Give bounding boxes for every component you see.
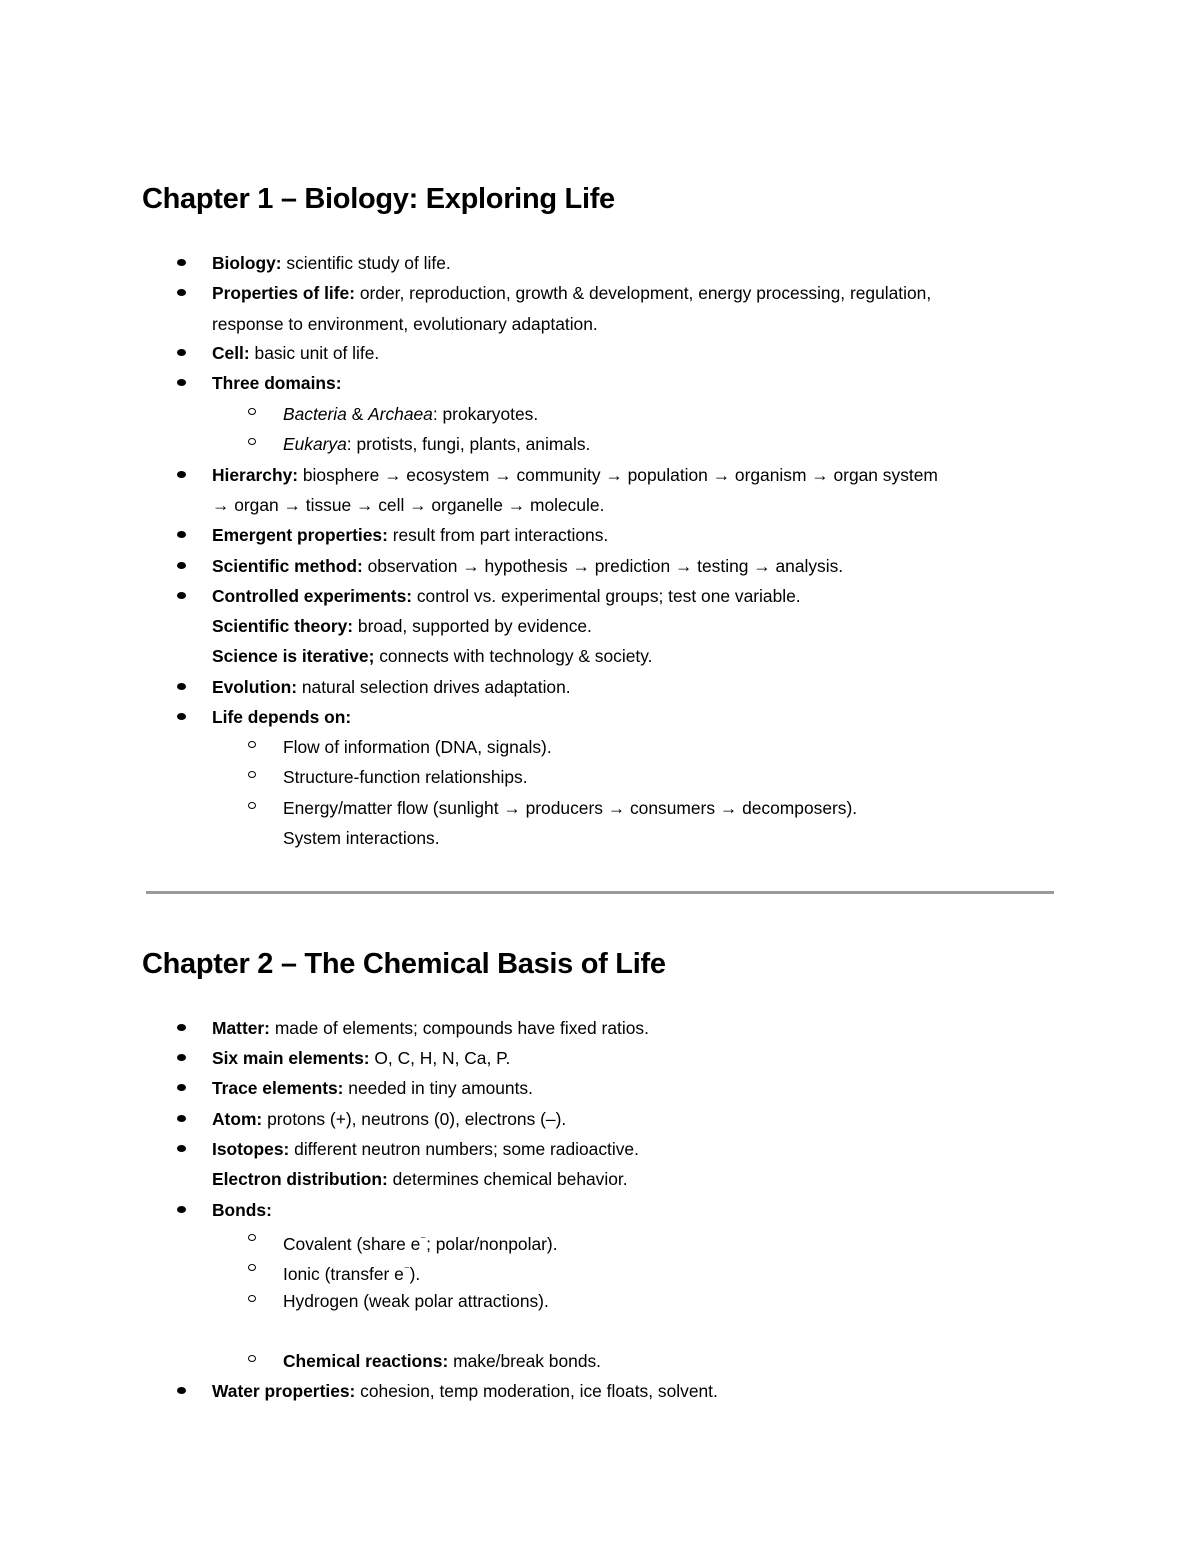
definition: : prokaryotes. [432,404,539,424]
term: Emergent properties: [212,525,388,545]
list-item-domains [212,371,342,395]
definition: order, reproduction, growth & development, energy processing, regulation, [355,283,932,303]
term: Scientific theory: [212,616,354,636]
term: Bonds: [212,1200,272,1220]
term: Controlled experiments: [212,586,413,606]
bullet-icon [177,1084,186,1091]
chapter2-title: Chapter 2 – The Chemical Basis of Life [142,948,666,980]
term: Chemical reactions: [283,1351,449,1371]
sub-item-structure: Structure-function relationships. [283,767,528,787]
circle-bullet-icon [248,741,256,748]
definition: result from part interactions. [387,525,609,545]
superscript: ⁻ [403,1264,410,1276]
list-item-controlled [212,584,801,608]
chapter1-title: Chapter 1 – Biology: Exploring Life [142,183,615,215]
bullet-icon [177,1387,186,1394]
bullet-icon [177,531,186,538]
list-item-evolution [212,675,571,699]
list-item-six-elements [212,1046,510,1070]
definition: natural selection drives adaptation. [297,677,571,697]
circle-bullet-icon [248,1264,256,1271]
definition: control vs. experimental groups; test one variable. [412,586,801,606]
bullet-icon [177,471,186,478]
term: Water properties: [212,1381,356,1401]
term: Hierarchy: [212,465,299,485]
bullet-icon [177,683,186,690]
sub-item-energy: Energy/matter flow (sunlight → producers → consumers → decomposers). [283,798,858,818]
list-item-matter [212,1016,649,1040]
list-item-bonds [212,1198,272,1222]
term: Life depends on: [212,707,352,727]
separator: & [346,404,369,424]
circle-bullet-icon [248,802,256,809]
definition: broad, supported by evidence. [353,616,592,636]
bullet-icon [177,1115,186,1122]
term: Trace elements: [212,1078,344,1098]
sub-item-covalent [283,1228,558,1256]
text: Ionic (transfer e [283,1263,404,1284]
definition: cohesion, temp moderation, ice floats, solvent. [355,1381,718,1401]
term: Science is iterative; [212,646,375,666]
list-item-properties-cont: response to environment, evolutionary adaptation. [212,314,598,334]
definition: protons (+), neutrons (0), electrons (–). [262,1109,567,1129]
definition: O, C, H, N, Ca, P. [369,1048,511,1068]
list-item-trace [212,1076,533,1100]
bullet-icon [177,1054,186,1061]
definition: different neutron numbers; some radioactive. [289,1139,639,1159]
list-item-iterative [212,644,652,668]
definition: determines chemical behavior. [387,1169,628,1189]
bullet-icon [177,259,186,266]
term: Properties of life: [212,283,356,303]
horizontal-divider [146,891,1054,894]
text: ). [409,1263,421,1284]
bullet-icon [177,1024,186,1031]
term: Three domains: [212,373,342,393]
superscript: ⁻ [420,1234,427,1246]
circle-bullet-icon [248,438,256,445]
definition: biosphere → ecosystem → community → population → organism → organ system [298,465,938,485]
list-item-hierarchy-cont: → organ → tissue → cell → organelle → molecule. [212,495,605,515]
list-item-isotopes [212,1137,639,1161]
circle-bullet-icon [248,1355,256,1362]
term: Archaea [368,404,433,424]
list-item-depends [212,705,351,729]
list-item-properties [212,281,931,305]
sub-item-system: System interactions. [283,828,440,848]
list-item-water [212,1379,718,1403]
circle-bullet-icon [248,1295,256,1302]
bullet-icon [177,562,186,569]
sub-item-eukarya [283,432,590,456]
term: Scientific method: [212,556,363,576]
list-item-biology [212,251,451,275]
list-item-cell [212,341,379,365]
bullet-icon [177,349,186,356]
circle-bullet-icon [248,1234,256,1241]
term: Biology: [212,253,282,273]
definition: scientific study of life. [281,253,451,273]
circle-bullet-icon [248,408,256,415]
term: Electron distribution: [212,1169,388,1189]
sub-item-information: Flow of information (DNA, signals). [283,737,552,757]
text: ; polar/nonpolar). [426,1233,558,1254]
term: Matter: [212,1018,270,1038]
term: Isotopes: [212,1139,290,1159]
bullet-icon [177,1145,186,1152]
bullet-icon [177,592,186,599]
definition: : protists, fungi, plants, animals. [346,434,591,454]
circle-bullet-icon [248,771,256,778]
sub-item-hydrogen: Hydrogen (weak polar attractions). [283,1291,549,1311]
sub-item-ionic [283,1258,420,1286]
list-item-theory [212,614,592,638]
definition: make/break bonds. [448,1351,602,1371]
bullet-icon [177,1206,186,1213]
bullet-icon [177,289,186,296]
term: Evolution: [212,677,298,697]
term: Eukarya [283,434,347,454]
list-item-method [212,554,843,578]
term: Six main elements: [212,1048,370,1068]
sub-item-reactions [283,1349,601,1373]
list-item-hierarchy [212,463,938,487]
definition: basic unit of life. [249,343,380,363]
definition: needed in tiny amounts. [343,1078,533,1098]
list-item-emergent [212,523,608,547]
text: Covalent (share e [283,1233,421,1254]
list-item-atom [212,1107,566,1131]
definition: connects with technology & society. [374,646,653,666]
definition: observation → hypothesis → prediction → testing → analysis. [362,556,844,576]
term: Cell: [212,343,250,363]
term: Bacteria [283,404,347,424]
bullet-icon [177,713,186,720]
list-item-electron [212,1167,628,1191]
sub-item-bacteria-archaea [283,402,538,426]
definition: made of elements; compounds have fixed ratios. [269,1018,649,1038]
term: Atom: [212,1109,263,1129]
bullet-icon [177,379,186,386]
